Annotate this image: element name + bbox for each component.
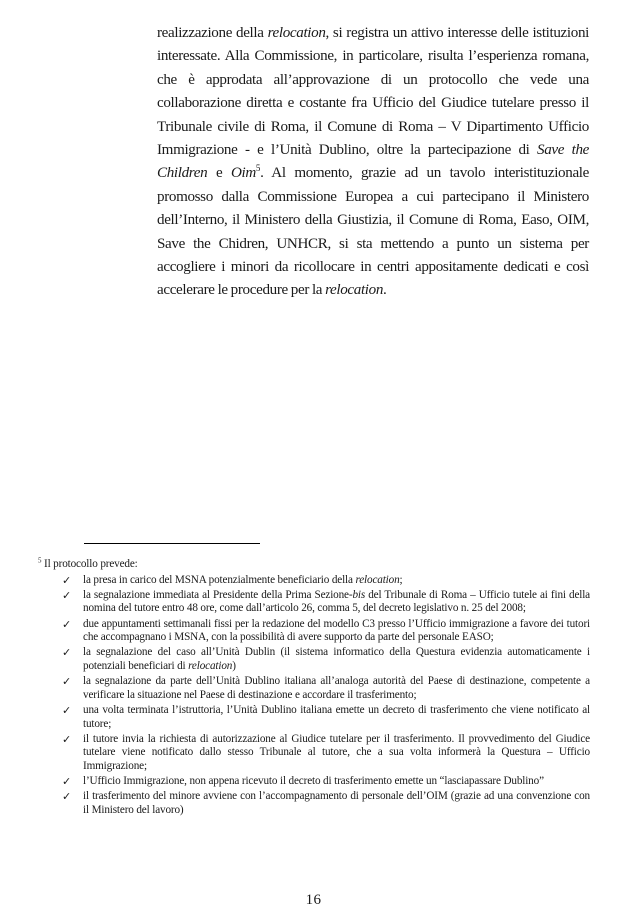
footnote-intro-text: Il protocollo prevede: xyxy=(41,558,138,570)
footnote-item-text: l’Ufficio Immigrazione, non appena ricevuto il decreto di trasferimento emette un “lasciapassare Dublino” xyxy=(83,775,544,788)
footnote-item-text: il tutore invia la richiesta di autorizzazione al Giudice tutelare per il trasferimento. Il provvedimento del Giudice tutelare viene notificato dallo stesso Tribunale al tutore, che a sua volta informerà la Questura – Ufficio Immigrazione; xyxy=(83,732,590,772)
checkmark-icon: ✓ xyxy=(62,646,72,660)
footnote-list-item xyxy=(38,775,590,789)
body-text-2: , si registra un attivo interesse delle istituzioni interessate. Alla Commissione, in particolare, risulta l’esperienza romana, che è approdata all’approvazione di un protocollo che vede una collaborazione diretta e costante fra Ufficio del Giudice tutelare presso il Tribunale civile di Roma, il Comune di Roma – V Dipartimento Ufficio Immigrazione - e l’Unità Dublino, oltre la partecipazione di xyxy=(157,25,589,159)
body-paragraph xyxy=(157,22,589,303)
footnote-number: 5 xyxy=(38,556,42,565)
body-italic-relocation-end: relocation xyxy=(325,282,384,299)
footnote-item-text-end: del Tribunale di Roma – Ufficio tutele ai fini della nomina del tutore entro 48 ore, come dall’articolo 26, comma 5, del decreto legislativo n. 25 del 2008; xyxy=(83,588,590,615)
footnote-item-text-end: ) xyxy=(232,659,236,672)
footnote-list-item xyxy=(38,790,590,817)
checkmark-icon: ✓ xyxy=(62,790,72,804)
footnote-item-text: la segnalazione da parte dell’Unità Dublino italiana all’analoga autorità del Paese di destinazione, competente a verificare la situazione nel Paese di destinazione e accordare il trasferimento; xyxy=(83,675,590,701)
body-italic-save-the-children: Save the Children xyxy=(157,142,590,182)
footnote-list-item xyxy=(38,675,590,702)
checkmark-icon: ✓ xyxy=(62,675,72,689)
checkmark-icon: ✓ xyxy=(62,732,72,746)
footnote-item-text: una volta terminata l’istruttoria, l’Unità Dublino italiana emette un decreto di trasferimento che viene notificato al tutore; xyxy=(83,703,590,730)
footnote-item-text: la segnalazione del caso all’Unità Dublin (il sistema informatico della Questura evidenzia automaticamente i potenziali beneficiari di xyxy=(83,646,590,672)
footnote-item-text: la presa in carico del MSNA potenzialmente beneficiario della xyxy=(83,573,356,586)
body-italic-oim: Oim xyxy=(230,165,256,182)
body-text-1: realizzazione della xyxy=(157,25,268,41)
checkmark-icon: ✓ xyxy=(62,588,72,602)
footnote-list xyxy=(38,574,590,818)
body-text-3: e xyxy=(207,165,231,182)
body-text-4: . Al momento, grazie ad un tavolo interistituzionale promosso dalla Commissione Europea a cui partecipano il Ministero dell’Interno, il Ministero della Giustizia, il Comune di Roma, Easo, OIM, Save the Chidren, UNHCR, si sta mettendo a punto un sistema per accogliere i minori da ricollocare in centri appositamente dedicati e così accelerare le procedure per la xyxy=(157,165,589,299)
checkmark-icon: ✓ xyxy=(62,703,72,717)
footnote-list-item xyxy=(38,574,590,588)
footnote-list-item xyxy=(38,733,590,774)
checkmark-icon: ✓ xyxy=(62,775,72,789)
body-italic-relocation: relocation xyxy=(267,25,326,41)
footnote-item-text-end: ; xyxy=(399,573,403,586)
footnote-separator xyxy=(84,543,260,544)
footnote-list-item xyxy=(38,589,590,616)
footnote-item-text: due appuntamenti settimanali fissi per la redazione del modello C3 presso l’Ufficio immigrazione a favore dei tutori che accompagnano i MSNA, con la possibilità di avere supporto da parte del personale EASO; xyxy=(83,617,590,644)
footnote-item-italic: relocation xyxy=(188,659,233,672)
footnote-reference: 5 xyxy=(255,163,261,174)
footnote-item-italic: relocation xyxy=(355,573,400,586)
body-text-5: . xyxy=(383,282,387,299)
footnote-list-item xyxy=(38,646,590,673)
footnote-item-text: la segnalazione immediata al Presidente della Prima Sezione- xyxy=(83,588,353,601)
page-number: 16 xyxy=(305,892,322,908)
footnote-item-text: il trasferimento del minore avviene con l’accompagnamento di personale dell’OIM (grazie ad una convenzione con il Ministero del lavoro) xyxy=(83,790,590,816)
footnote-intro xyxy=(38,558,590,572)
footnote-list-item xyxy=(38,704,590,731)
footnote-list-item xyxy=(38,618,590,645)
checkmark-icon: ✓ xyxy=(62,617,72,631)
footnote-item-italic: bis xyxy=(352,588,366,601)
footnote xyxy=(38,558,590,819)
checkmark-icon: ✓ xyxy=(62,573,72,587)
